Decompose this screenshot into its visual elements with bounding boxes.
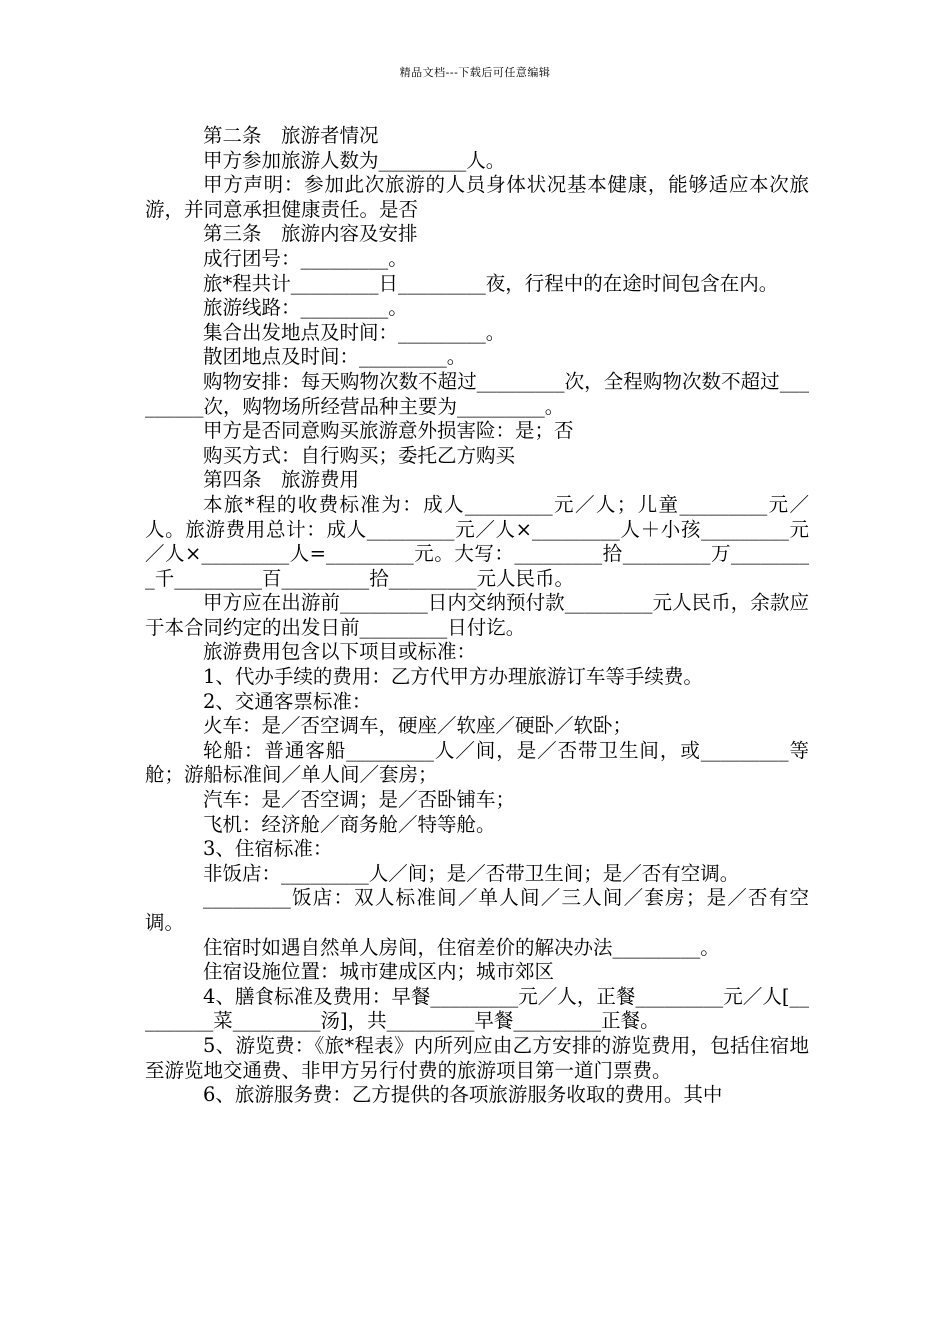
paragraph-insurance: 甲方是否同意购买旅游意外损害险：是；否 [203, 419, 574, 443]
paragraph-departure: 集合出发地点及时间：_________。 [203, 320, 506, 344]
paragraph-service-fee: 6、旅游服务费：乙方提供的各项旅游服务收取的费用。其中 [203, 1083, 723, 1107]
section-heading-article-4: 第四条 旅游费用 [203, 468, 360, 492]
paragraph-fee-standard: 本旅*程的收费标准为：成人_________元／人；儿童_________元／人。旅游费用总计：成人_________元／人×_________人＋小孩_________元／人×_________人=_________元。大写：_________拾_________万_________千_________百_________拾_________元人民币。 [145, 492, 809, 590]
page-header: 精品文档---下载后可任意编辑 [399, 66, 551, 79]
paragraph-shopping: 购物安排：每天购物次数不超过_________次，全程购物次数不超过_________次，购物场所经营品种主要为_________。 [145, 369, 809, 418]
paragraph-trip-duration: 旅*程共计_________日_________夜，行程中的在途时间包含在内。 [203, 271, 779, 295]
paragraph-plane: 飞机：经济舱／商务舱／特等舱。 [203, 812, 496, 836]
paragraph-ship: 轮船：普通客船_________人／间，是／否带卫生间，或_________等舱；游船标准间／单人间／套房； [145, 738, 809, 787]
paragraph-fee-items: 旅游费用包含以下项目或标准： [203, 640, 477, 664]
paragraph-bus: 汽车：是／否空调；是／否卧铺车； [203, 788, 516, 812]
paragraph-group-number: 成行团号：_________。 [203, 246, 408, 270]
section-heading-article-3: 第三条 旅游内容及安排 [203, 222, 418, 246]
paragraph-purchase-method: 购买方式：自行购买；委托乙方购买 [203, 443, 516, 467]
paragraph-hotel: _________饭店：双人标准间／单人间／三人间／套房；是／否有空调。 [145, 886, 809, 934]
paragraph-train: 火车：是／否空调车，硬座／软座／硬卧／软卧； [203, 714, 633, 738]
paragraph-lodging-location: 住宿设施位置：城市建成区内；城市郊区 [203, 960, 555, 984]
paragraph-non-hotel: 非饭店：_________人／间；是／否带卫生间；是／否有空调。 [203, 861, 740, 885]
document-body [145, 124, 809, 1108]
section-heading-article-2: 第二条 旅游者情况 [203, 124, 379, 147]
paragraph-prepayment: 甲方应在出游前_________日内交纳预付款_________元人民币，余款应于本合同约定的出发日前_________日付讫。 [145, 591, 809, 639]
paragraph-sightseeing-fee: 5、游览费：《旅*程表》内所列应由乙方安排的游览费用，包括住宿地至游览地交通费、非甲方另行付费的旅游项目第一道门票费。 [145, 1033, 809, 1082]
paragraph-agency-fee: 1、代办手续的费用：乙方代甲方办理旅游订车等手续费。 [203, 665, 703, 689]
paragraph-meals: 4、膳食标准及费用：早餐_________元／人，正餐_________元／人[_________菜_________汤]，共_________早餐_________正餐。 [145, 984, 809, 1033]
paragraph-transport-standard: 2、交通客票标准： [203, 689, 372, 713]
paragraph-traveler-count: 甲方参加旅游人数为_________人。 [203, 148, 506, 172]
paragraph-dispersal: 散团地点及时间：_________。 [203, 345, 467, 369]
paragraph-lodging-standard: 3、住宿标准： [203, 837, 333, 861]
paragraph-route: 旅游线路：_________。 [203, 296, 408, 320]
paragraph-single-room: 住宿时如遇自然单人房间，住宿差价的解决办法_________。 [203, 935, 720, 959]
paragraph-health-declaration: 甲方声明：参加此次旅游的人员身体状况基本健康，能够适应本次旅游，并同意承担健康责任。是否 [145, 173, 809, 221]
